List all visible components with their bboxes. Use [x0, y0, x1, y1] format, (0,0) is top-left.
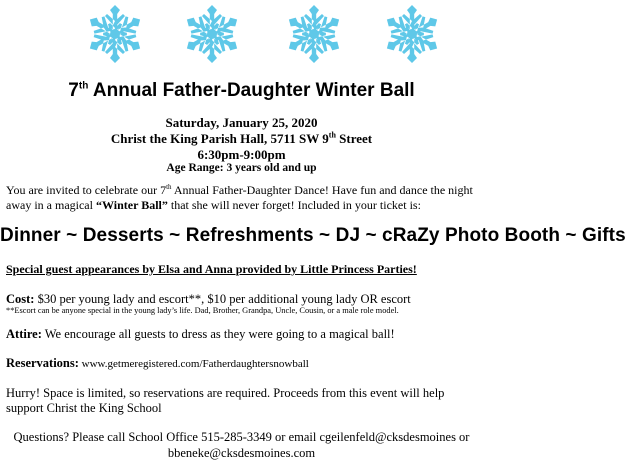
invite-bold: “Winter Ball”: [95, 198, 168, 212]
snowflake-icon: [284, 4, 344, 64]
cost-label: Cost:: [6, 292, 35, 306]
snowflake-icon: [182, 4, 242, 64]
invite-text-1: You are invited to celebrate our 7: [6, 183, 167, 197]
questions-line-2[interactable]: bbeneke@cksdesmoines.com: [167, 446, 316, 460]
event-location: [0, 131, 483, 147]
attire-label: Attire:: [6, 327, 42, 341]
event-date: Saturday, January 25, 2020: [165, 115, 318, 130]
page-title: [0, 80, 483, 102]
hurry-paragraph: Hurry! Space is limited, so reservations are required. Proceeds from this event will help support Christ the King School: [6, 386, 445, 415]
title-text: Annual Father-Daughter Winter Ball: [88, 80, 415, 101]
reservations-url[interactable]: www.getmeregistered.com/Fatherdaughtersnowball: [78, 358, 309, 370]
title-ordinal-suffix: th: [78, 80, 89, 92]
snowflake-icon: [382, 4, 442, 64]
cost-text: $30 per young lady and escort**, $10 per additional young lady OR escort: [34, 292, 411, 306]
event-time: 6:30pm-9:00pm: [197, 147, 286, 162]
invite-text-2: Annual Father-Daughter Dance! Have fun and dance the night away in a magical: [6, 183, 473, 212]
snowflake-icon: [85, 4, 145, 64]
questions-line-1: Questions? Please call School Office 515-285-3349 or email cgeilenfeld@cksdesmoines or: [13, 430, 470, 444]
title-ordinal: 7: [68, 80, 79, 101]
cost-line: [6, 292, 411, 307]
location-end: Street: [335, 131, 373, 146]
snowflake-row: [0, 4, 483, 68]
location-text: Christ the King Parish Hall, 5711 SW 9: [110, 131, 329, 146]
reservations-line: [6, 356, 309, 371]
reservations-label: Reservations:: [6, 356, 79, 370]
invite-text-3: that she will never forget! Included in your ticket is:: [167, 198, 421, 212]
escort-note: **Escort can be anyone special in the young lady’s life. Dad, Brother, Grandpa, Uncle, Cousin, or a male role model.: [6, 306, 399, 315]
attire-line: [6, 327, 395, 342]
location-suffix: th: [328, 130, 336, 140]
event-age-range: Age Range: 3 years old and up: [166, 162, 317, 174]
included-items: Dinner ~ Desserts ~ Refreshments ~ DJ ~ cRaZy Photo Booth ~ Gifts: [0, 225, 626, 246]
invite-sup: th: [166, 183, 172, 191]
invite-paragraph: [6, 183, 476, 213]
special-guests: Special guest appearances by Elsa and Anna provided by Little Princess Parties!: [6, 262, 417, 276]
attire-text: We encourage all guests to dress as they were going to a magical ball!: [41, 327, 395, 341]
